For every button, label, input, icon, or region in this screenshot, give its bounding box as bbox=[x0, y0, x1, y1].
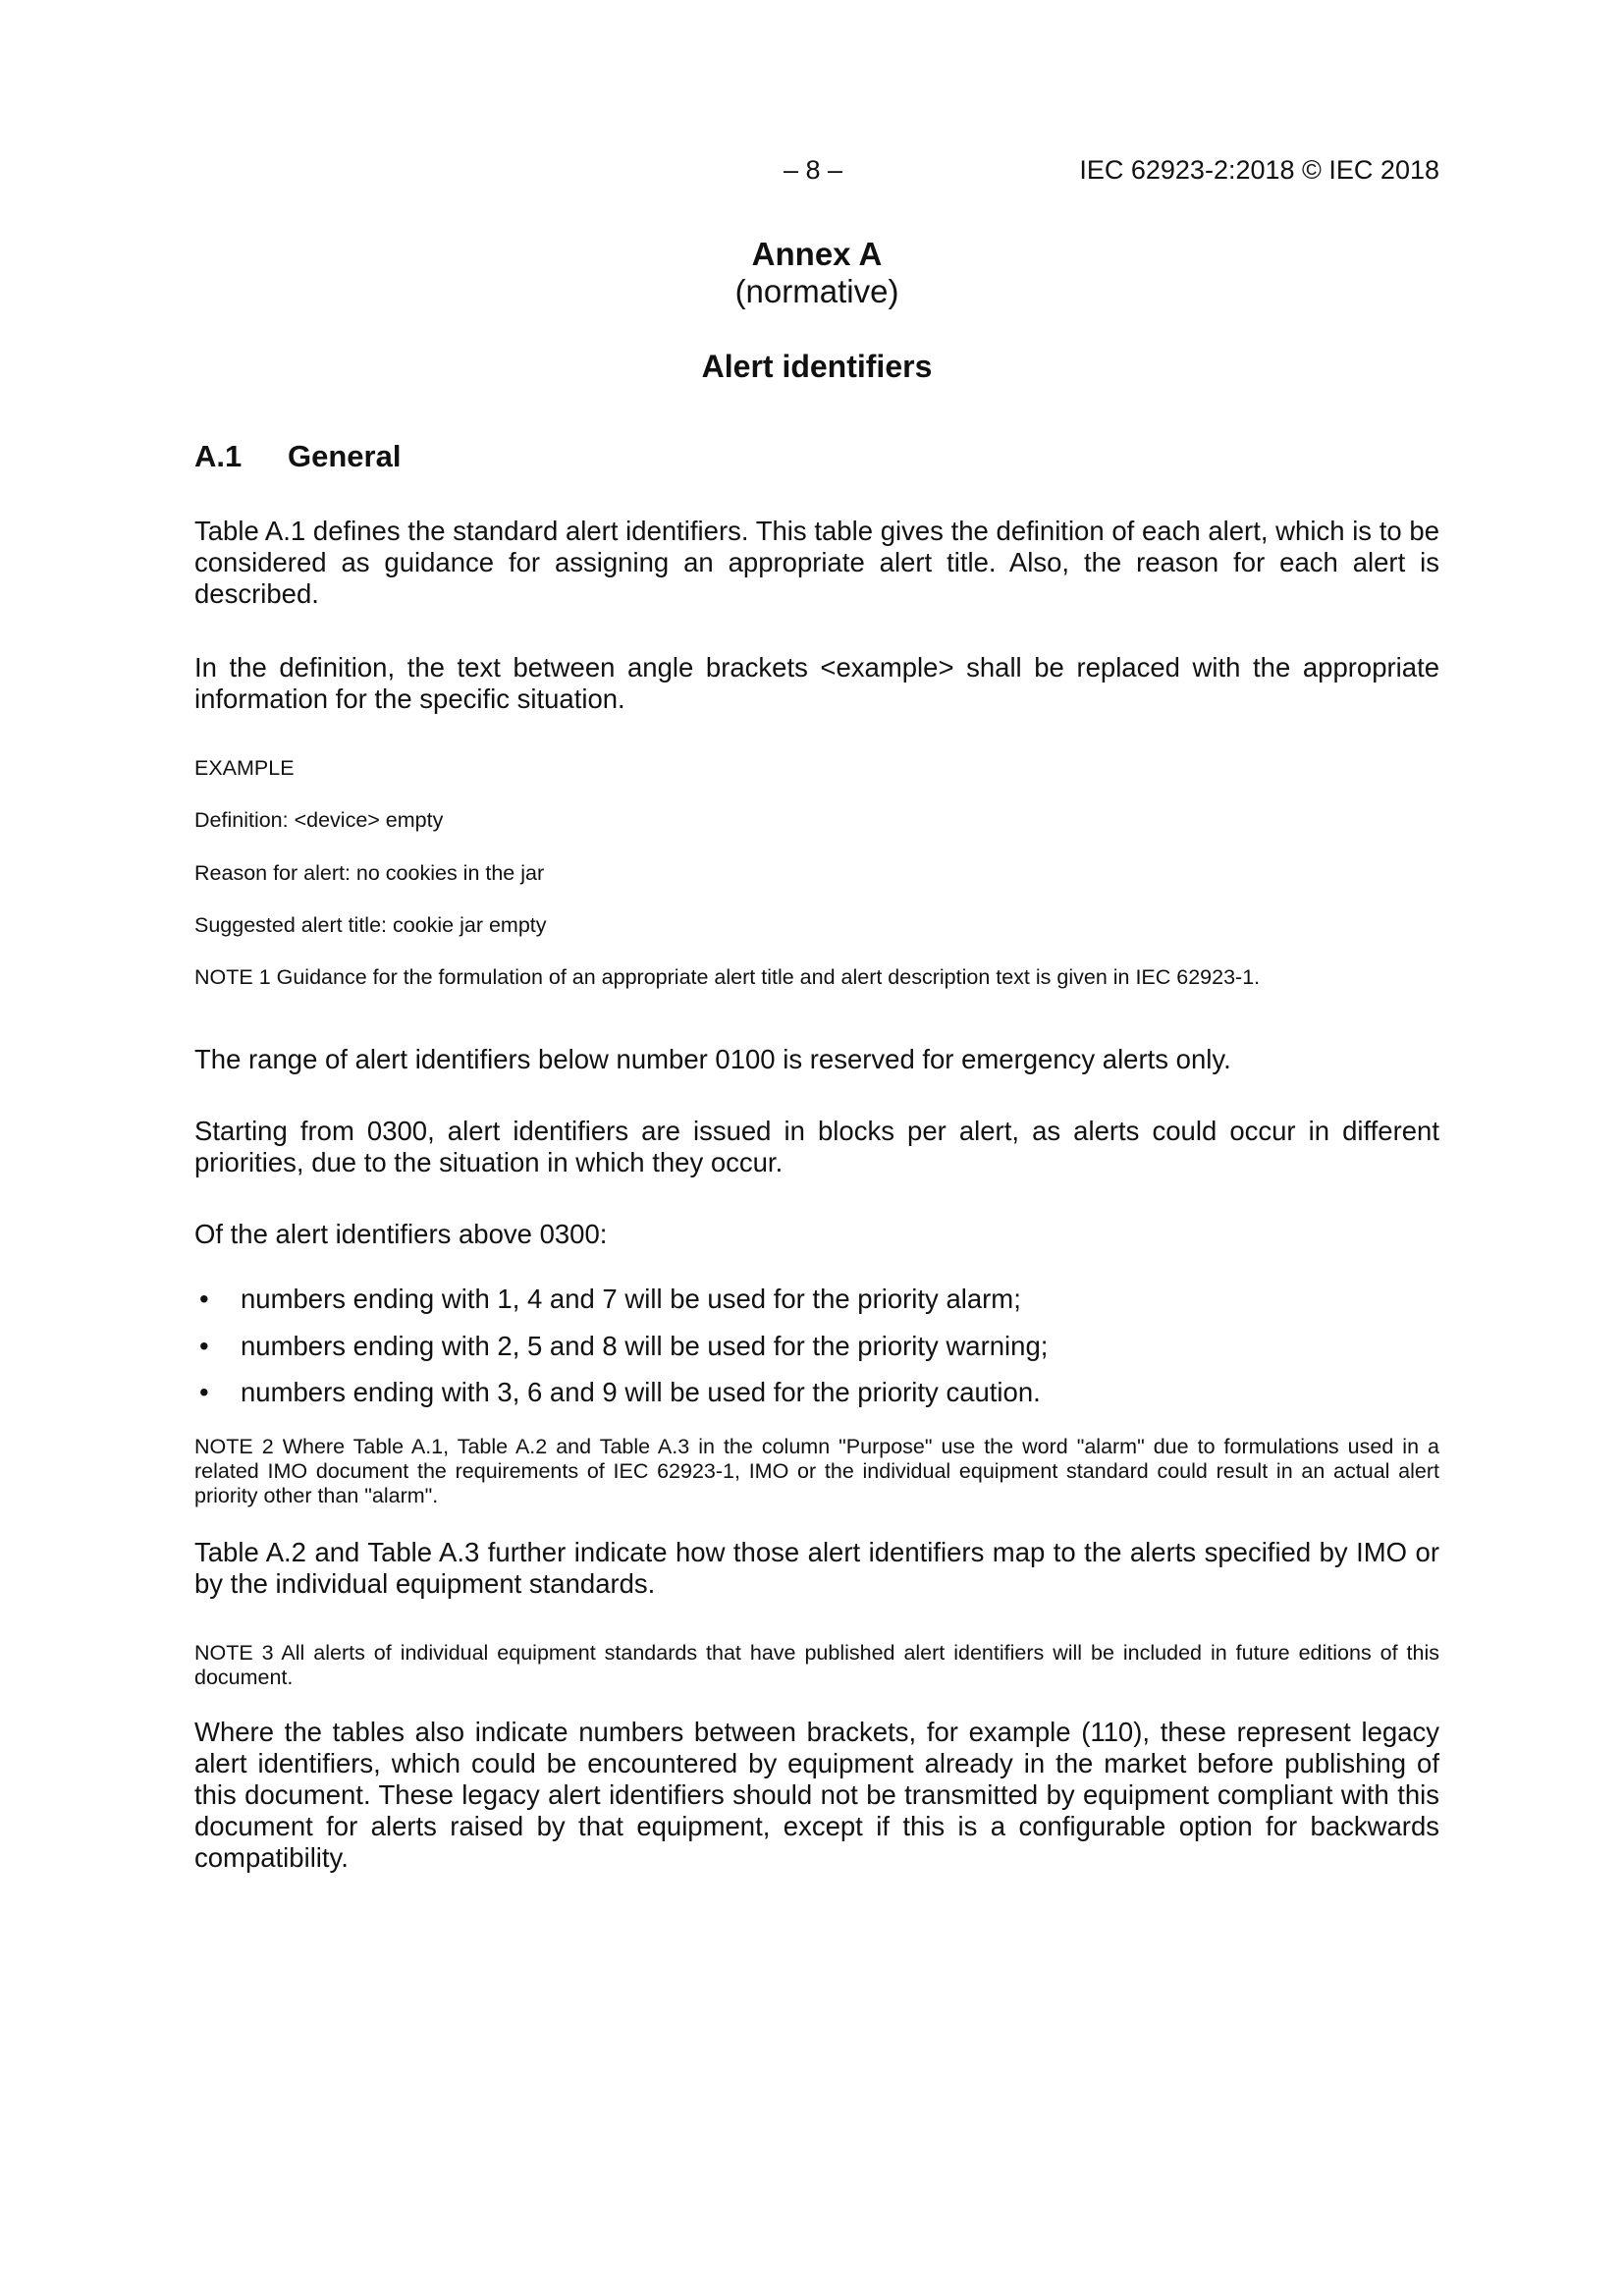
paragraph-angle-brackets: In the definition, the text between angle brackets <example> shall be replaced with the appropriate information for the specific situation. bbox=[194, 652, 1439, 714]
bullet-icon: • bbox=[199, 1284, 209, 1314]
annex-type: (normative) bbox=[734, 273, 899, 309]
document-reference: IEC 62923-2:2018 © IEC 2018 bbox=[1079, 155, 1439, 185]
paragraph-table-mapping: Table A.2 and Table A.3 further indicate how those alert identifiers map to the alerts specified by IMO or by the individual equipment standards. bbox=[194, 1537, 1439, 1599]
section-title: General bbox=[288, 439, 402, 473]
example-suggested-title: Suggested alert title: cookie jar empty bbox=[194, 913, 547, 937]
list-item: • numbers ending with 2, 5 and 8 will be used for the priority warning; bbox=[199, 1330, 1049, 1361]
paragraph-emergency-range: The range of alert identifiers below number 0100 is reserved for emergency alerts only. bbox=[194, 1044, 1231, 1074]
example-label: EXAMPLE bbox=[194, 756, 295, 780]
note-2: NOTE 2 Where Table A.1, Table A.2 and Table A.3 in the column "Purpose" use the word "alarm" due to formulations used in a related IMO document the requirements of IEC 62923-1, IMO or the individual equipment standard could result in an actual alert priority other than "alarm". bbox=[194, 1435, 1439, 1507]
bullet-icon: • bbox=[199, 1330, 209, 1361]
annex-label: Annex A bbox=[751, 236, 883, 272]
example-reason: Reason for alert: no cookies in the jar bbox=[194, 861, 545, 885]
paragraph-table-definition: Table A.1 defines the standard alert identifiers. This table gives the definition of each alert, which is to be considered as guidance for assigning an appropriate alert title. Also, the reason for each alert is described. bbox=[194, 516, 1439, 609]
example-definition: Definition: <device> empty bbox=[194, 808, 444, 832]
list-item: • numbers ending with 1, 4 and 7 will be used for the priority alarm; bbox=[199, 1284, 1021, 1314]
note-1: NOTE 1 Guidance for the formulation of an appropriate alert title and alert description text is given in IEC 62923-1. bbox=[194, 965, 1261, 989]
page-number: – 8 – bbox=[784, 155, 843, 185]
note-3: NOTE 3 All alerts of individual equipment standards that have published alert identifiers will be included in future editions of this document. bbox=[194, 1641, 1439, 1689]
page-header bbox=[194, 155, 1439, 189]
paragraph-blocks-per-alert: Starting from 0300, alert identifiers are issued in blocks per alert, as alerts could occur in different priorities, due to the situation in which they occur. bbox=[194, 1116, 1439, 1177]
paragraph-legacy-identifiers: Where the tables also indicate numbers between brackets, for example (110), these represent legacy alert identifiers, which could be encountered by equipment already in the market before publishing of this document. These legacy alert identifiers should not be transmitted by equipment compliant with this document for alerts raised by that equipment, except if this is a configurable option for backwards compatibility. bbox=[194, 1717, 1439, 1873]
section-number: A.1 bbox=[194, 439, 243, 473]
bullet-icon: • bbox=[199, 1377, 209, 1407]
paragraph-above-0300: Of the alert identifiers above 0300: bbox=[194, 1219, 608, 1249]
list-item: • numbers ending with 3, 6 and 9 will be used for the priority caution. bbox=[199, 1377, 1041, 1407]
annex-title: Alert identifiers bbox=[701, 349, 933, 384]
priority-list bbox=[194, 1284, 1439, 1424]
section-heading bbox=[194, 439, 401, 474]
